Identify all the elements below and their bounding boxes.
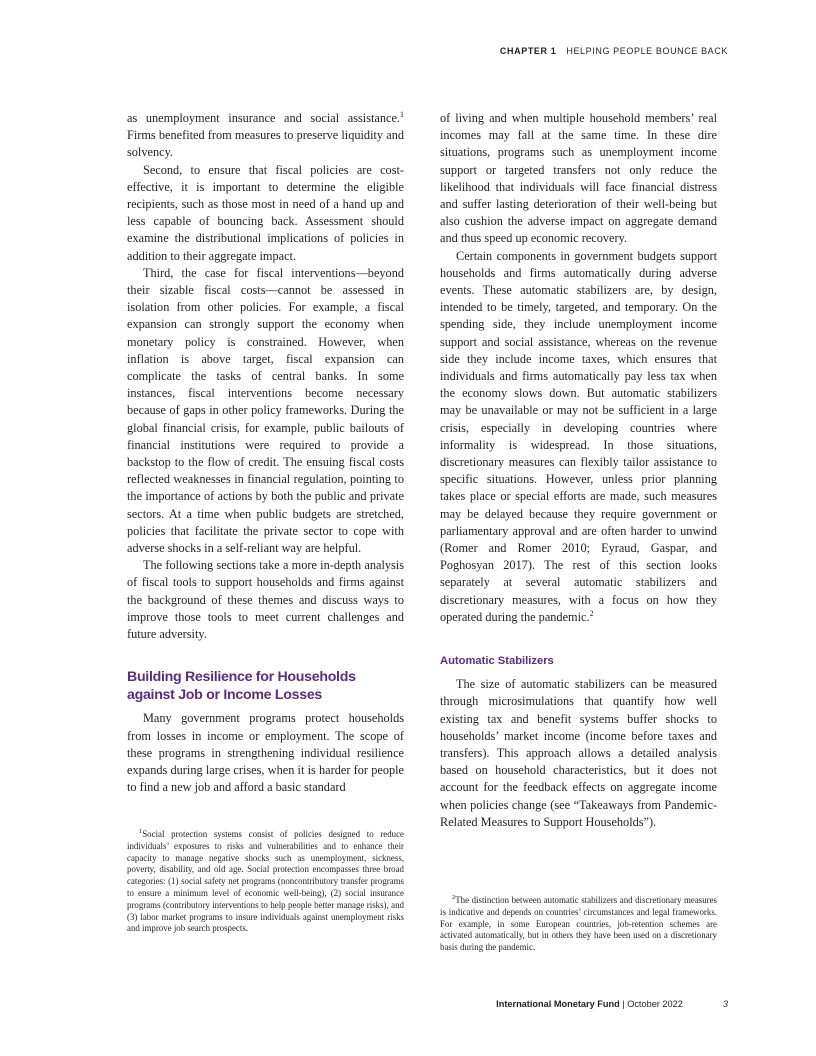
footnote-text: The distinction between automatic stabilizers and discretionary measures is indicative and depends on countries’ circumstances and legal frameworks. For example, in some European countries, job-retention schemes are activated automatically, but in others they have been used on a discretionary basis during the pandemic.	[440, 895, 717, 953]
paragraph: as unemployment insurance and social assistance.$^1$ Firms benefited from measures to preserve liquidity and solvency.	[127, 109, 404, 160]
footer-separator: |	[619, 999, 628, 1009]
paragraph: Third, the case for fiscal interventions—beyond their sizable fiscal costs—cannot be assessed in isolation from other policies. For example, a fiscal expansion can strongly support the economy when monetary policy is constrained. However, when inflation is above target, fiscal expansion can complicate the tasks of central banks. In some instances, fiscal interventions become necessary because of gaps in other policy frameworks. During the global financial crisis, for example, public bailouts of financial institutions were required to provide a backstop to the flow of credit. The ensuing fiscal costs reflected weaknesses in financial regulation, pointing to the importance of actions by both the public and private sectors. At a time when public budgets are stretched, policies that facilitate the private sector to cope with adverse shocks in a self-reliant way are helpful.	[127, 265, 404, 556]
paragraph: Second, to ensure that fiscal policies are cost-effective, it is important to determine the eligible recipients, such as those most in need of a hand up and less capable of bouncing back. Assessment should examine the distributional implications of policies in addition to their aggregate impact.	[127, 162, 404, 263]
footnote-mark: 1	[139, 828, 143, 836]
paragraph: Many government programs protect households from losses in income or employment. The scope of these programs in strengthening individual resilience expands during large crises, when it is harder for people to find a new job and afford a basic standard	[127, 711, 404, 795]
subsection-heading: Automatic Stabilizers	[440, 655, 554, 668]
footnote-mark: 2	[452, 894, 456, 902]
paragraph: The following sections take a more in-depth analysis of fiscal tools to support households and firms against the background of these themes and discuss ways to improve those tools to meet current challenges and future adversity.	[127, 558, 404, 642]
paragraph: of living and when multiple household members’ real incomes may fall at the same time. In these dire situations, programs such as unemployment income support or targeted transfers not only reduce the likelihood that individuals will face financial distress and suffer lasting deterioration of their well-being but also cushion the adverse impact on aggregate demand and thus speed up economic recovery.	[440, 111, 717, 246]
footnote-ref[interactable]: 2	[589, 608, 594, 618]
paragraph: Certain components in government budgets support households and firms automatically during adverse events. These automatic stabilizers are, by design, intended to be timely, targeted, and temporary. On the spending side, they include unemployment income support and social assistance, whereas on the revenue side they include income taxes, which ensures that individuals and firms automatically pay less tax when the economy slows down. But automatic stabilizers may be unavailable or may not be sufficient in a large crisis, especially in developing countries where informality is widespread. In those situations, discretionary measures can flexibly tailor assistance to specific situations. However, unless prior planning takes place or special efforts are made, such measures may be delayed because they require government or parliamentary approval and are often harder to unwind (Romer and Romer 2010; Eyraud, Gaspar, and Poghosyan 2017). The rest of this section looks separately at several automatic stabilizers and discretionary measures, with a focus on how they operated during the pandemic.$^2$	[440, 248, 717, 624]
paragraph: The size of automatic stabilizers can be measured through microsimulations that quantify how well existing tax and benefit systems buffer shocks to households’ market income (income before taxes and transfers). This approach allows a detailed analysis based on household characteristics, but it does not account for the feedback effects on aggregate income when policies change (see “Takeaways from Pandemic-Related Measures to Support Households”).	[440, 677, 717, 829]
footer-org: International Monetary Fund	[496, 999, 620, 1009]
footnote-2	[440, 895, 717, 954]
chapter-title: HELPING PEOPLE BOUNCE BACK	[566, 46, 728, 56]
footer-date: October 2022	[627, 999, 683, 1009]
right-column	[440, 110, 717, 831]
footnote-1	[127, 829, 404, 935]
footnote-text: Social protection systems consist of policies designed to reduce individuals’ exposures to risks and vulnerabilities and to enhance their capacity to manage negative shocks such as unemployment, sickness, poverty, disability, and old age. Social protection encompasses three broad categories: (1) social safety net programs (noncontributory transfer programs to ensure a minimum level of economic well-being), (2) social insurance programs (contributory interventions to help people better manage risks), and (3) labor market programs to insure individuals against unemployment risks and improve job search prospects.	[127, 829, 404, 934]
page-number: 3	[722, 999, 728, 1009]
page-footer	[496, 999, 728, 1009]
running-header	[500, 46, 728, 56]
section-heading: Building Resilience for Households against Job or Income Losses	[127, 669, 356, 703]
left-column	[127, 110, 404, 796]
chapter-label: CHAPTER 1	[499, 46, 557, 56]
footnote-ref[interactable]: 1	[400, 109, 404, 119]
